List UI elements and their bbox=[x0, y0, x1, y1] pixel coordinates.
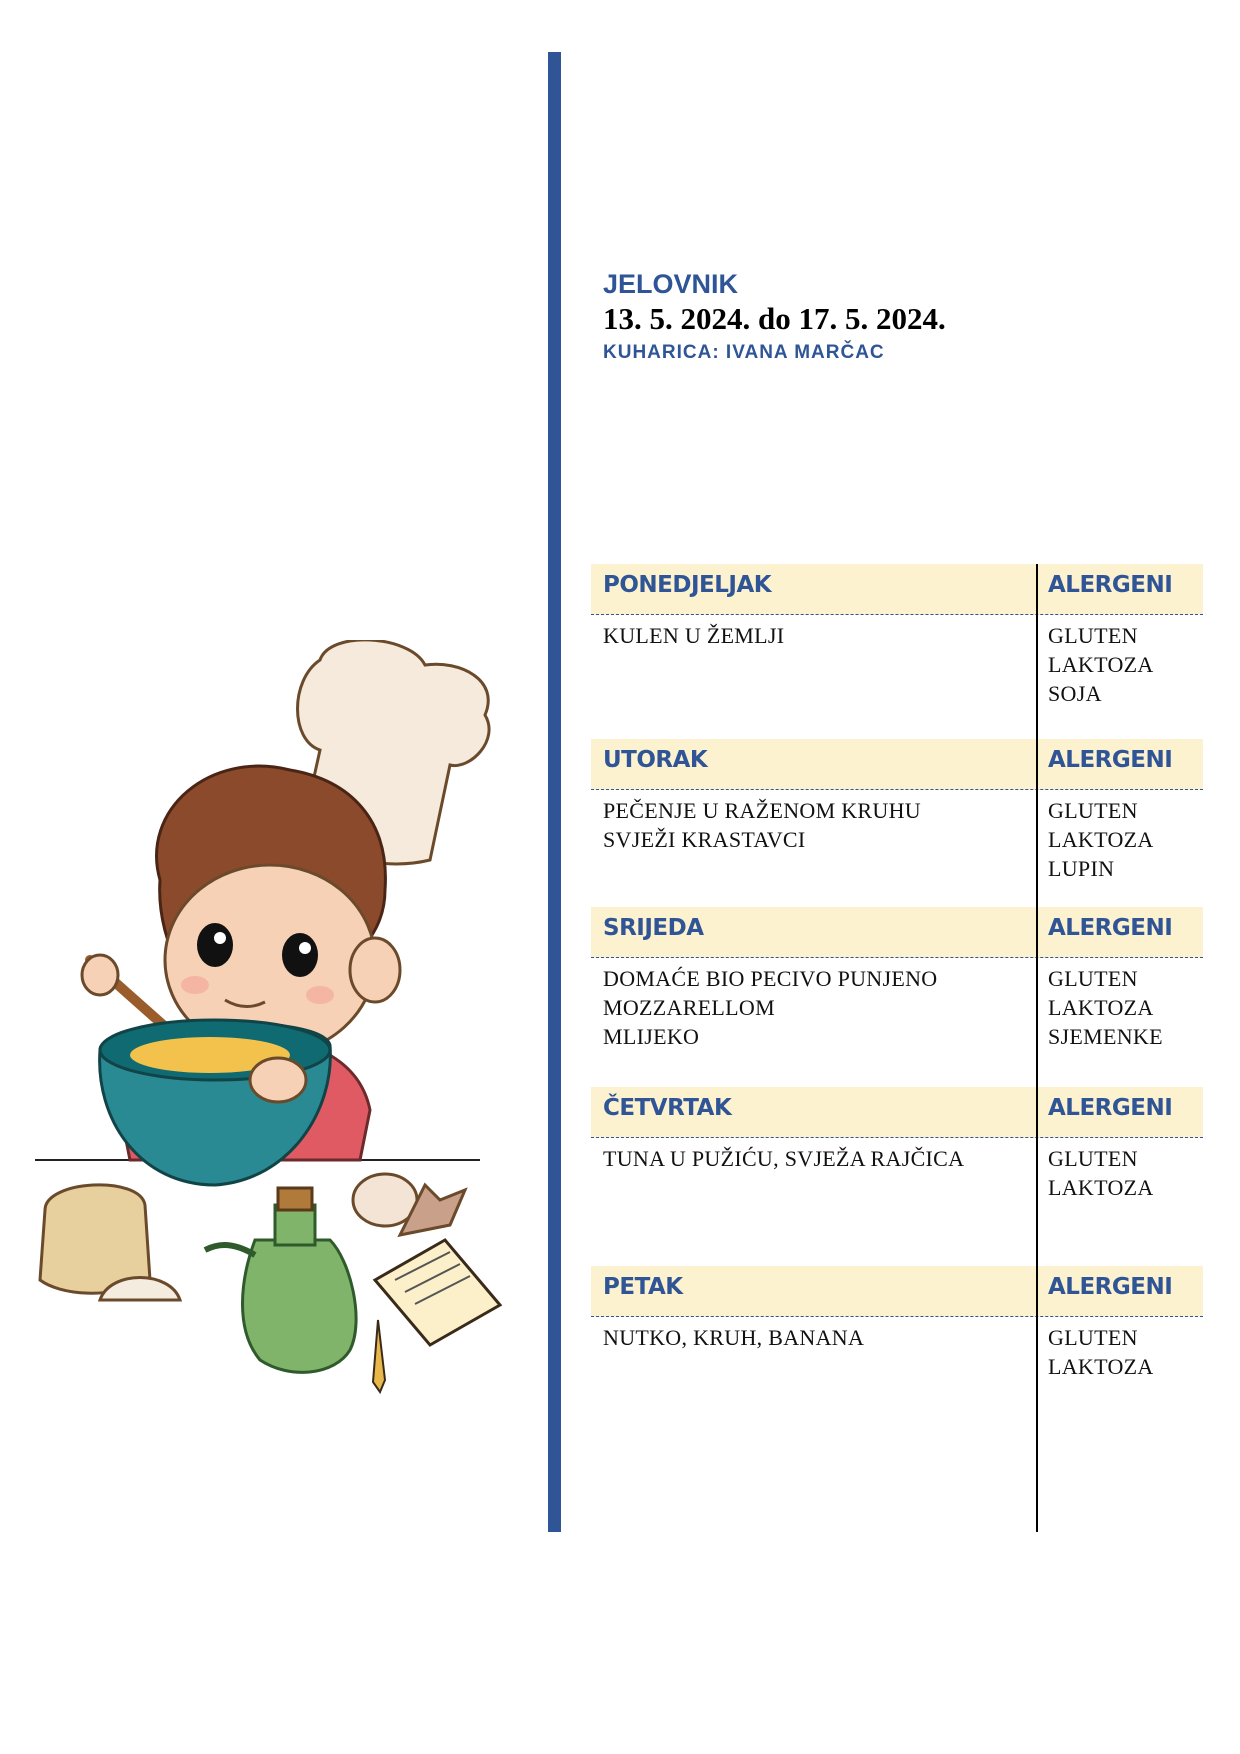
allergen-heading: ALERGENI bbox=[1048, 1095, 1173, 1121]
day-thursday bbox=[591, 1087, 1203, 1200]
meal-list bbox=[603, 621, 1033, 650]
meal-item: NUTKO, KRUH, BANANA bbox=[603, 1325, 865, 1350]
allergen-item: LAKTOZA bbox=[1048, 827, 1154, 852]
allergen-item: SOJA bbox=[1048, 681, 1102, 706]
allergen-heading: ALERGENI bbox=[1048, 915, 1173, 941]
day-header bbox=[591, 907, 1203, 958]
meal-item: MOZZARELLOM bbox=[603, 995, 775, 1020]
date-range: 13. 5. 2024. do 17. 5. 2024. bbox=[603, 301, 946, 336]
allergen-list bbox=[1048, 796, 1198, 883]
day-friday bbox=[591, 1266, 1203, 1379]
meal-item: KULEN U ŽEMLJI bbox=[603, 623, 785, 648]
allergen-heading: ALERGENI bbox=[1048, 747, 1173, 773]
allergen-item: GLUTEN bbox=[1048, 1146, 1138, 1171]
allergen-heading: ALERGENI bbox=[1048, 1274, 1173, 1300]
day-header bbox=[591, 739, 1203, 790]
day-header bbox=[591, 564, 1203, 615]
allergen-list bbox=[1048, 621, 1198, 708]
day-tuesday bbox=[591, 739, 1203, 881]
meal-item: MLIJEKO bbox=[603, 1024, 700, 1049]
day-monday bbox=[591, 564, 1203, 706]
allergen-item: GLUTEN bbox=[1048, 798, 1138, 823]
column-divider bbox=[1036, 564, 1038, 1532]
allergen-item: GLUTEN bbox=[1048, 966, 1138, 991]
day-name: PETAK bbox=[603, 1274, 683, 1300]
menu-header bbox=[603, 268, 946, 366]
meal-item: TUNA U PUŽIĆU, SVJEŽA RAJČICA bbox=[603, 1146, 965, 1171]
day-name: PONEDJELJAK bbox=[603, 572, 772, 598]
page-title: JELOVNIK bbox=[603, 269, 739, 299]
allergen-item: LAKTOZA bbox=[1048, 1354, 1154, 1379]
allergen-item: LAKTOZA bbox=[1048, 995, 1154, 1020]
allergen-list bbox=[1048, 1323, 1198, 1381]
allergen-item: GLUTEN bbox=[1048, 1325, 1138, 1350]
day-name: UTORAK bbox=[603, 747, 708, 773]
meal-list bbox=[603, 796, 1033, 854]
allergen-item: SJEMENKE bbox=[1048, 1024, 1163, 1049]
cook-name: KUHARICA: IVANA MARČAC bbox=[603, 342, 885, 363]
day-header bbox=[591, 1266, 1203, 1317]
allergen-item: LAKTOZA bbox=[1048, 1175, 1154, 1200]
meal-item: PEČENJE U RAŽENOM KRUHU bbox=[603, 798, 921, 823]
day-name: SRIJEDA bbox=[603, 915, 704, 941]
allergen-item: LUPIN bbox=[1048, 856, 1115, 881]
allergen-item: LAKTOZA bbox=[1048, 652, 1154, 677]
day-wednesday bbox=[591, 907, 1203, 1049]
meal-list bbox=[603, 964, 1033, 1051]
allergen-list bbox=[1048, 964, 1198, 1051]
allergen-heading: ALERGENI bbox=[1048, 572, 1173, 598]
day-name: ČETVRTAK bbox=[603, 1095, 732, 1121]
meal-item: DOMAĆE BIO PECIVO PUNJENO bbox=[603, 966, 938, 991]
meal-list bbox=[603, 1323, 1033, 1352]
day-header bbox=[591, 1087, 1203, 1138]
child-chef-illustration bbox=[30, 640, 550, 1400]
allergen-item: GLUTEN bbox=[1048, 623, 1138, 648]
meal-list bbox=[603, 1144, 1033, 1173]
allergen-list bbox=[1048, 1144, 1198, 1202]
meal-item: SVJEŽI KRASTAVCI bbox=[603, 827, 806, 852]
